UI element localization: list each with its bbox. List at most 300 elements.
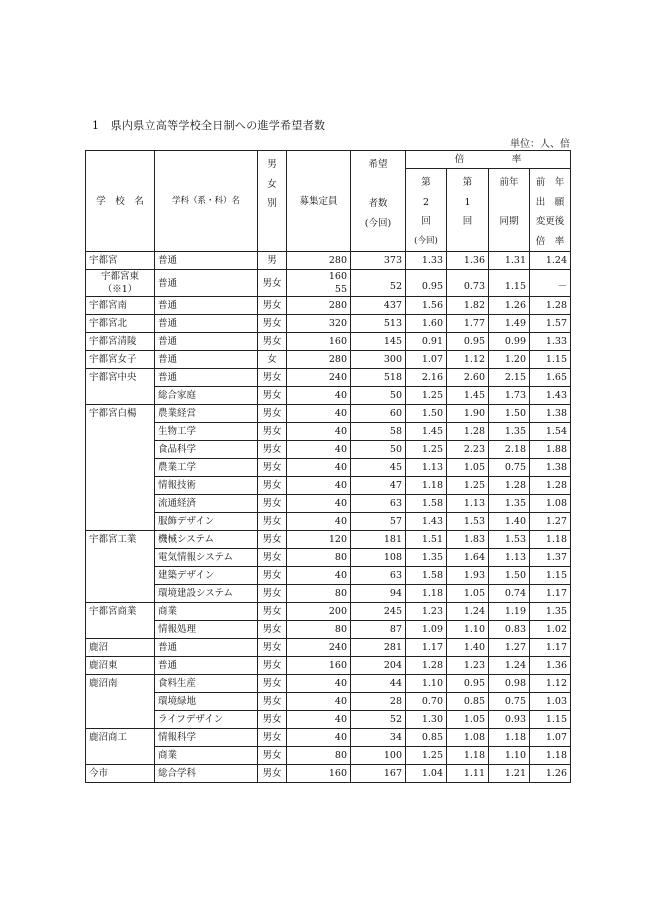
cell-prev: 0.75 (489, 459, 530, 477)
cell-school: 宇都宮清陵 (86, 333, 155, 351)
cell-prev-final: 1.33 (530, 333, 571, 351)
cell-applicants: 281 (351, 639, 406, 657)
cell-prev-final: 1.37 (530, 549, 571, 567)
cell-prev: 0.99 (489, 333, 530, 351)
cell-capacity: 160 55 (287, 270, 351, 297)
cell-school: 宇都宮白楊 (86, 405, 155, 423)
cell-prev: 1.28 (489, 477, 530, 495)
cell-gender: 男女 (258, 513, 287, 531)
cell-school (86, 747, 155, 765)
cell-capacity: 80 (287, 585, 351, 603)
cell-course: 普通 (155, 351, 258, 369)
cell-r2: 1.35 (406, 549, 447, 567)
cell-school (86, 693, 155, 711)
cell-r1: 1.28 (447, 423, 489, 441)
cell-prev-final: 1.28 (530, 477, 571, 495)
cell-r1: 1.12 (447, 351, 489, 369)
cell-school: 宇都宮北 (86, 315, 155, 333)
table-row (86, 567, 571, 585)
cell-school: 宇都宮商業 (86, 603, 155, 621)
cell-course: 流通経済 (155, 495, 258, 513)
header-ratio-round1: 第 1 回 (447, 169, 489, 252)
table-row (86, 657, 571, 675)
cell-prev: 2.15 (489, 369, 530, 387)
cell-applicants: 50 (351, 387, 406, 405)
cell-applicants: 87 (351, 621, 406, 639)
cell-applicants: 52 (351, 711, 406, 729)
cell-r1: 1.25 (447, 477, 489, 495)
cell-course: 情報科学 (155, 729, 258, 747)
header-capacity: 募集定員 (287, 151, 351, 252)
table-row (86, 495, 571, 513)
cell-gender: 男女 (258, 747, 287, 765)
table-row (86, 441, 571, 459)
cell-r1: 0.73 (447, 270, 489, 297)
cell-capacity: 200 (287, 603, 351, 621)
cell-applicants: 513 (351, 315, 406, 333)
cell-r2: 0.95 (406, 270, 447, 297)
cell-r2: 2.16 (406, 369, 447, 387)
table-row (86, 252, 571, 270)
table-row (86, 423, 571, 441)
cell-r2: 1.25 (406, 387, 447, 405)
cell-school: 宇都宮東 （※1） (86, 270, 155, 297)
header-gender: 男 女 別 (258, 151, 287, 252)
table-row (86, 711, 571, 729)
cell-gender: 男女 (258, 585, 287, 603)
cell-gender: 男女 (258, 441, 287, 459)
cell-course: 普通 (155, 657, 258, 675)
cell-school (86, 549, 155, 567)
cell-capacity: 40 (287, 693, 351, 711)
cell-prev: 1.19 (489, 603, 530, 621)
cell-course: ライフデザイン (155, 711, 258, 729)
cell-prev-final: － (530, 270, 571, 297)
cell-r1: 1.90 (447, 405, 489, 423)
cell-prev: 1.21 (489, 765, 530, 783)
cell-applicants: 63 (351, 567, 406, 585)
cell-gender: 男女 (258, 423, 287, 441)
table-row (86, 639, 571, 657)
cell-r2: 1.09 (406, 621, 447, 639)
cell-gender: 男女 (258, 549, 287, 567)
cell-prev: 1.26 (489, 297, 530, 315)
cell-prev-final: 1.17 (530, 639, 571, 657)
cell-gender: 男女 (258, 333, 287, 351)
cell-school: 今市 (86, 765, 155, 783)
table-row (86, 765, 571, 783)
cell-prev-final: 1.88 (530, 441, 571, 459)
cell-applicants: 373 (351, 252, 406, 270)
cell-gender: 男女 (258, 369, 287, 387)
cell-r1: 1.18 (447, 747, 489, 765)
cell-prev: 1.15 (489, 270, 530, 297)
cell-r1: 0.95 (447, 333, 489, 351)
header-school: 学 校 名 (86, 151, 155, 252)
cell-school: 鹿沼東 (86, 657, 155, 675)
cell-r2: 1.25 (406, 747, 447, 765)
cell-prev-final: 1.18 (530, 747, 571, 765)
cell-prev-final: 1.15 (530, 711, 571, 729)
cell-r1: 1.11 (447, 765, 489, 783)
cell-capacity: 40 (287, 405, 351, 423)
cell-course: 普通 (155, 297, 258, 315)
cell-prev: 1.49 (489, 315, 530, 333)
cell-capacity: 40 (287, 459, 351, 477)
cell-gender: 男女 (258, 495, 287, 513)
cell-r1: 2.23 (447, 441, 489, 459)
cell-r2: 1.56 (406, 297, 447, 315)
cell-r2: 1.28 (406, 657, 447, 675)
cell-r1: 1.05 (447, 459, 489, 477)
cell-r2: 1.45 (406, 423, 447, 441)
cell-applicants: 63 (351, 495, 406, 513)
cell-r1: 0.95 (447, 675, 489, 693)
cell-capacity: 120 (287, 531, 351, 549)
cell-prev-final: 1.35 (530, 603, 571, 621)
cell-applicants: 58 (351, 423, 406, 441)
cell-r1: 1.24 (447, 603, 489, 621)
cell-r2: 1.25 (406, 441, 447, 459)
cell-applicants: 52 (351, 270, 406, 297)
cell-prev-final: 1.27 (530, 513, 571, 531)
cell-prev-final: 1.12 (530, 675, 571, 693)
cell-school: 鹿沼商工 (86, 729, 155, 747)
cell-applicants: 28 (351, 693, 406, 711)
unit-label: 単位：人、倍 (510, 139, 570, 150)
cell-school: 宇都宮 (86, 252, 155, 270)
cell-course: 普通 (155, 333, 258, 351)
cell-capacity: 40 (287, 441, 351, 459)
cell-r1: 1.40 (447, 639, 489, 657)
cell-capacity: 40 (287, 711, 351, 729)
cell-applicants: 181 (351, 531, 406, 549)
cell-r2: 1.51 (406, 531, 447, 549)
table-row (86, 693, 571, 711)
table-row (86, 297, 571, 315)
cell-capacity: 280 (287, 351, 351, 369)
cell-course: 農業経営 (155, 405, 258, 423)
cell-prev: 1.53 (489, 531, 530, 549)
table-row (86, 585, 571, 603)
cell-r2: 1.23 (406, 603, 447, 621)
cell-prev: 1.35 (489, 495, 530, 513)
cell-r2: 1.43 (406, 513, 447, 531)
table-row (86, 315, 571, 333)
cell-capacity: 80 (287, 549, 351, 567)
cell-prev: 1.20 (489, 351, 530, 369)
cell-course: 普通 (155, 369, 258, 387)
cell-course: 総合家庭 (155, 387, 258, 405)
cell-school: 宇都宮女子 (86, 351, 155, 369)
cell-prev: 1.31 (489, 252, 530, 270)
cell-applicants: 300 (351, 351, 406, 369)
table-row (86, 603, 571, 621)
cell-r1: 1.53 (447, 513, 489, 531)
cell-school (86, 567, 155, 585)
cell-gender: 女 (258, 351, 287, 369)
cell-course: 普通 (155, 639, 258, 657)
cell-r2: 1.18 (406, 585, 447, 603)
cell-prev-final: 1.08 (530, 495, 571, 513)
cell-prev-final: 1.43 (530, 387, 571, 405)
cell-school (86, 621, 155, 639)
table-row (86, 351, 571, 369)
cell-capacity: 80 (287, 747, 351, 765)
cell-capacity: 40 (287, 387, 351, 405)
cell-r1: 1.82 (447, 297, 489, 315)
table-row (86, 405, 571, 423)
cell-r1: 1.45 (447, 387, 489, 405)
cell-school (86, 711, 155, 729)
header-course: 学科（系・科）名 (155, 151, 258, 252)
cell-prev: 0.75 (489, 693, 530, 711)
table-row (86, 747, 571, 765)
cell-prev: 0.74 (489, 585, 530, 603)
cell-prev: 1.73 (489, 387, 530, 405)
cell-gender: 男女 (258, 297, 287, 315)
cell-capacity: 40 (287, 477, 351, 495)
table-row (86, 459, 571, 477)
cell-gender: 男女 (258, 531, 287, 549)
cell-r1: 1.13 (447, 495, 489, 513)
cell-gender: 男女 (258, 639, 287, 657)
cell-r1: 1.23 (447, 657, 489, 675)
cell-prev: 1.50 (489, 405, 530, 423)
cell-course: 食料生産 (155, 675, 258, 693)
cell-r2: 0.70 (406, 693, 447, 711)
cell-course: 機械システム (155, 531, 258, 549)
cell-school (86, 387, 155, 405)
cell-course: 商業 (155, 747, 258, 765)
cell-capacity: 40 (287, 729, 351, 747)
page-title: 1 県内県立高等学校全日制への進学希望者数 (92, 119, 326, 132)
cell-prev-final: 1.28 (530, 297, 571, 315)
header-ratio-group: 倍 率 (406, 151, 571, 169)
cell-r1: 0.85 (447, 693, 489, 711)
cell-applicants: 47 (351, 477, 406, 495)
cell-school: 鹿沼南 (86, 675, 155, 693)
cell-prev-final: 1.15 (530, 567, 571, 585)
cell-gender: 男女 (258, 729, 287, 747)
cell-course: 環境緑地 (155, 693, 258, 711)
cell-prev: 1.35 (489, 423, 530, 441)
header-ratio-prev: 前年 同期 (489, 169, 530, 252)
cell-gender: 男女 (258, 387, 287, 405)
cell-capacity: 240 (287, 369, 351, 387)
cell-capacity: 40 (287, 675, 351, 693)
cell-prev: 1.50 (489, 567, 530, 585)
cell-prev: 1.13 (489, 549, 530, 567)
table-row (86, 477, 571, 495)
cell-prev: 0.98 (489, 675, 530, 693)
cell-r2: 1.33 (406, 252, 447, 270)
cell-capacity: 280 (287, 252, 351, 270)
cell-gender: 男女 (258, 459, 287, 477)
cell-prev: 1.40 (489, 513, 530, 531)
cell-gender: 男女 (258, 711, 287, 729)
cell-gender: 男女 (258, 657, 287, 675)
cell-r2: 1.30 (406, 711, 447, 729)
cell-applicants: 437 (351, 297, 406, 315)
cell-capacity: 280 (287, 297, 351, 315)
cell-r1: 1.77 (447, 315, 489, 333)
cell-course: 普通 (155, 252, 258, 270)
cell-prev-final: 1.38 (530, 405, 571, 423)
cell-school (86, 495, 155, 513)
cell-r2: 1.07 (406, 351, 447, 369)
cell-r2: 1.60 (406, 315, 447, 333)
cell-r1: 2.60 (447, 369, 489, 387)
cell-prev-final: 1.38 (530, 459, 571, 477)
cell-r2: 1.18 (406, 477, 447, 495)
cell-prev-final: 1.65 (530, 369, 571, 387)
cell-course: 普通 (155, 270, 258, 297)
cell-r2: 1.50 (406, 405, 447, 423)
cell-gender: 男女 (258, 405, 287, 423)
cell-prev: 1.24 (489, 657, 530, 675)
cell-applicants: 204 (351, 657, 406, 675)
cell-gender: 男女 (258, 675, 287, 693)
cell-capacity: 40 (287, 567, 351, 585)
cell-school: 鹿沼 (86, 639, 155, 657)
cell-capacity: 240 (287, 639, 351, 657)
cell-applicants: 57 (351, 513, 406, 531)
cell-r1: 1.36 (447, 252, 489, 270)
cell-prev-final: 1.54 (530, 423, 571, 441)
applicants-table (85, 150, 571, 783)
cell-r2: 1.04 (406, 765, 447, 783)
cell-r1: 1.64 (447, 549, 489, 567)
cell-course: 情報処理 (155, 621, 258, 639)
cell-capacity: 40 (287, 423, 351, 441)
cell-capacity: 160 (287, 657, 351, 675)
cell-course: 服飾デザイン (155, 513, 258, 531)
cell-r1: 1.93 (447, 567, 489, 585)
cell-applicants: 100 (351, 747, 406, 765)
cell-prev: 2.18 (489, 441, 530, 459)
cell-capacity: 160 (287, 765, 351, 783)
cell-prev-final: 1.03 (530, 693, 571, 711)
cell-r1: 1.05 (447, 585, 489, 603)
cell-applicants: 167 (351, 765, 406, 783)
cell-prev: 1.10 (489, 747, 530, 765)
cell-prev: 0.83 (489, 621, 530, 639)
cell-r2: 1.58 (406, 567, 447, 585)
cell-prev-final: 1.18 (530, 531, 571, 549)
cell-prev: 1.27 (489, 639, 530, 657)
cell-gender: 男 (258, 252, 287, 270)
cell-r2: 1.17 (406, 639, 447, 657)
table-row (86, 270, 571, 297)
table-row (86, 621, 571, 639)
cell-r2: 0.85 (406, 729, 447, 747)
cell-capacity: 320 (287, 315, 351, 333)
cell-gender: 男女 (258, 567, 287, 585)
cell-prev-final: 1.07 (530, 729, 571, 747)
table-row (86, 333, 571, 351)
cell-r2: 0.91 (406, 333, 447, 351)
cell-prev-final: 1.17 (530, 585, 571, 603)
cell-r2: 1.10 (406, 675, 447, 693)
cell-gender: 男女 (258, 765, 287, 783)
table-row (86, 531, 571, 549)
cell-prev-final: 1.15 (530, 351, 571, 369)
table-row (86, 675, 571, 693)
cell-r1: 1.05 (447, 711, 489, 729)
cell-capacity: 80 (287, 621, 351, 639)
cell-capacity: 160 (287, 333, 351, 351)
cell-school: 宇都宮南 (86, 297, 155, 315)
cell-school (86, 477, 155, 495)
cell-course: 電気情報システム (155, 549, 258, 567)
cell-school (86, 513, 155, 531)
cell-course: 農業工学 (155, 459, 258, 477)
cell-prev-final: 1.26 (530, 765, 571, 783)
table-row (86, 549, 571, 567)
cell-applicants: 45 (351, 459, 406, 477)
cell-prev: 1.18 (489, 729, 530, 747)
cell-applicants: 34 (351, 729, 406, 747)
table-row (86, 729, 571, 747)
cell-school (86, 423, 155, 441)
cell-applicants: 108 (351, 549, 406, 567)
cell-applicants: 518 (351, 369, 406, 387)
header-ratio-prev-final: 前 年 出 願 変更後 倍 率 (530, 169, 571, 252)
cell-gender: 男女 (258, 603, 287, 621)
cell-school: 宇都宮工業 (86, 531, 155, 549)
header-ratio-round2: 第 2 回 (今回) (406, 169, 447, 252)
cell-r1: 1.83 (447, 531, 489, 549)
cell-prev-final: 1.24 (530, 252, 571, 270)
cell-course: 普通 (155, 315, 258, 333)
table-body (86, 252, 571, 783)
cell-applicants: 94 (351, 585, 406, 603)
cell-gender: 男女 (258, 315, 287, 333)
cell-course: 建築デザイン (155, 567, 258, 585)
cell-course: 食品科学 (155, 441, 258, 459)
cell-prev-final: 1.57 (530, 315, 571, 333)
cell-school (86, 459, 155, 477)
cell-gender: 男女 (258, 270, 287, 297)
cell-gender: 男女 (258, 477, 287, 495)
cell-applicants: 245 (351, 603, 406, 621)
cell-prev-final: 1.02 (530, 621, 571, 639)
cell-prev: 0.93 (489, 711, 530, 729)
cell-r2: 1.13 (406, 459, 447, 477)
cell-capacity: 40 (287, 495, 351, 513)
cell-school (86, 441, 155, 459)
cell-r1: 1.08 (447, 729, 489, 747)
cell-gender: 男女 (258, 621, 287, 639)
cell-applicants: 44 (351, 675, 406, 693)
cell-r1: 1.10 (447, 621, 489, 639)
cell-course: 情報技術 (155, 477, 258, 495)
header-applicants: 希望 者数 (今回) (351, 151, 406, 252)
cell-prev-final: 1.36 (530, 657, 571, 675)
cell-course: 生物工学 (155, 423, 258, 441)
table-row (86, 513, 571, 531)
cell-course: 総合学科 (155, 765, 258, 783)
cell-course: 商業 (155, 603, 258, 621)
table-row (86, 369, 571, 387)
cell-course: 環境建設システム (155, 585, 258, 603)
cell-applicants: 50 (351, 441, 406, 459)
cell-r2: 1.58 (406, 495, 447, 513)
table-row (86, 387, 571, 405)
cell-applicants: 145 (351, 333, 406, 351)
cell-school (86, 585, 155, 603)
